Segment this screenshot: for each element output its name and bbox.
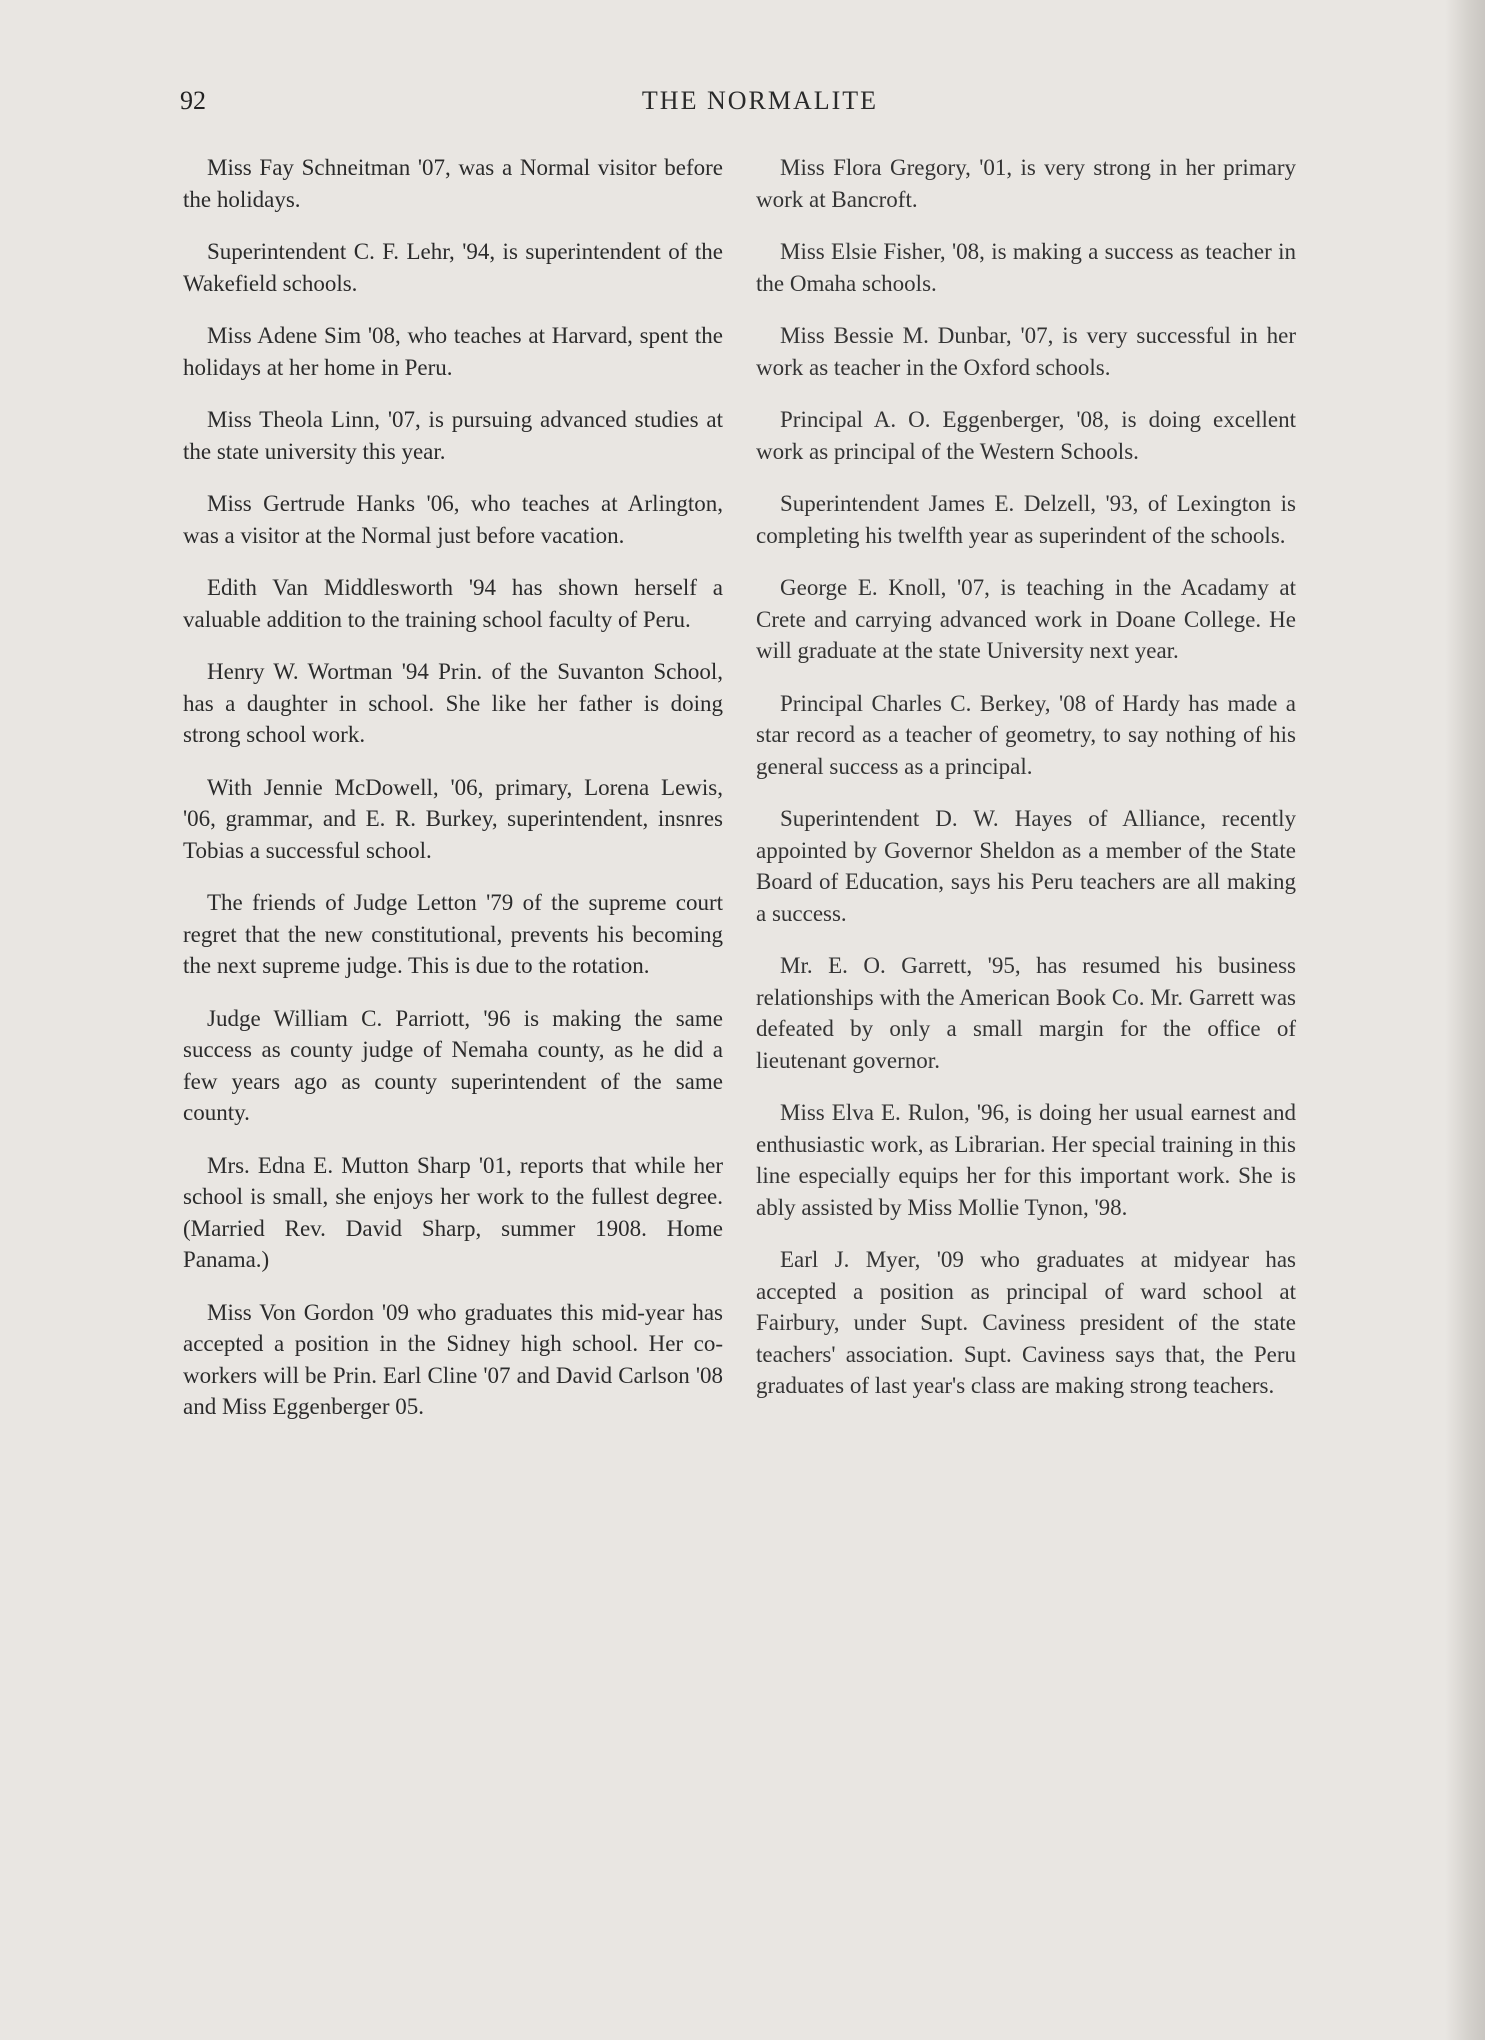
news-note: Mrs. Edna E. Mutton Sharp '01, reports that while her school is small, she enjoys her work to the fullest degree. (Married Rev. David Sharp, summer 1908. Home Panama.) — [183, 1152, 723, 1272]
news-note: Judge William C. Parriott, '96 is making the same success as county judge of Nemaha county, as he did a few years ago as county superintendent of the same county. — [183, 1005, 723, 1125]
news-note: With Jennie McDowell, '06, primary, Lorena Lewis, '06, grammar, and E. R. Burkey, superintendent, insnres Tobias a successful school. — [183, 774, 723, 863]
news-note: Miss Elva E. Rulon, '96, is doing her usual earnest and enthusiastic work, as Librarian. Her special training in this line especially equips her for this important work. She is ably assisted by Miss Mollie Tynon, '98. — [756, 1100, 1296, 1220]
news-note: Superintendent D. W. Hayes of Alliance, recently appointed by Governor Sheldon as a member of the State Board of Education, says his Peru teachers are all making a success. — [756, 806, 1296, 926]
page-number: 92 — [180, 86, 206, 115]
news-note: Principal A. O. Eggenberger, '08, is doing excellent work as principal of the Western Schools. — [756, 407, 1296, 464]
left-column — [183, 152, 723, 1444]
news-note: Miss Adene Sim '08, who teaches at Harvard, spent the holidays at her home in Peru. — [183, 323, 723, 380]
news-note: Miss Elsie Fisher, '08, is making a success as teacher in the Omaha schools. — [756, 239, 1296, 296]
news-note: Miss Bessie M. Dunbar, '07, is very successful in her work as teacher in the Oxford schools. — [756, 323, 1296, 380]
news-note: Earl J. Myer, '09 who graduates at midyear has accepted a position as principal of ward school at Fairbury, under Supt. Caviness president of the state teachers' association. Supt. Caviness says that, the Peru graduates of last year's class are making strong teachers. — [756, 1247, 1296, 1398]
news-note: The friends of Judge Letton '79 of the supreme court regret that the new constitutional, prevents his becoming the next supreme judge. This is due to the rotation. — [183, 890, 723, 978]
news-note: Superintendent James E. Delzell, '93, of Lexington is completing his twelfth year as superindent of the schools. — [756, 491, 1296, 548]
news-note: Miss Theola Linn, '07, is pursuing advanced studies at the state university this year. — [183, 407, 723, 464]
news-note: Miss Flora Gregory, '01, is very strong in her primary work at Bancroft. — [756, 155, 1296, 212]
news-note: Henry W. Wortman '94 Prin. of the Suvanton School, has a daughter in school. She like her father is doing strong school work. — [183, 659, 723, 747]
news-note: Principal Charles C. Berkey, '08 of Hardy has made a star record as a teacher of geometry, to say nothing of his general success as a principal. — [756, 690, 1296, 779]
news-note: Miss Von Gordon '09 who graduates this mid-year has accepted a position in the Sidney high school. Her co-workers will be Prin. Earl Cline '07 and David Carlson '08 and Miss Eggenberger 05. — [183, 1299, 723, 1419]
page-header — [180, 86, 1340, 126]
news-note: Miss Fay Schneitman '07, was a Normal visitor before the holidays. — [183, 155, 723, 212]
news-note: Superintendent C. F. Lehr, '94, is superintendent of the Wakefield schools. — [183, 239, 723, 296]
news-note: Mr. E. O. Garrett, '95, has resumed his business relationships with the American Book Co. Mr. Garrett was defeated by only a small margin for the office of lieutenant governor. — [756, 953, 1296, 1073]
news-note: George E. Knoll, '07, is teaching in the Acadamy at Crete and carrying advanced work in Doane College. He will graduate at the state University next year. — [756, 575, 1296, 663]
news-note: Edith Van Middlesworth '94 has shown herself a valuable addition to the training school faculty of Peru. — [183, 575, 723, 632]
page-edge-shadow — [1445, 0, 1485, 2040]
news-note: Miss Gertrude Hanks '06, who teaches at Arlington, was a visitor at the Normal just before vacation. — [183, 491, 723, 548]
running-title: THE NORMALITE — [641, 86, 879, 115]
right-column — [756, 152, 1296, 1423]
